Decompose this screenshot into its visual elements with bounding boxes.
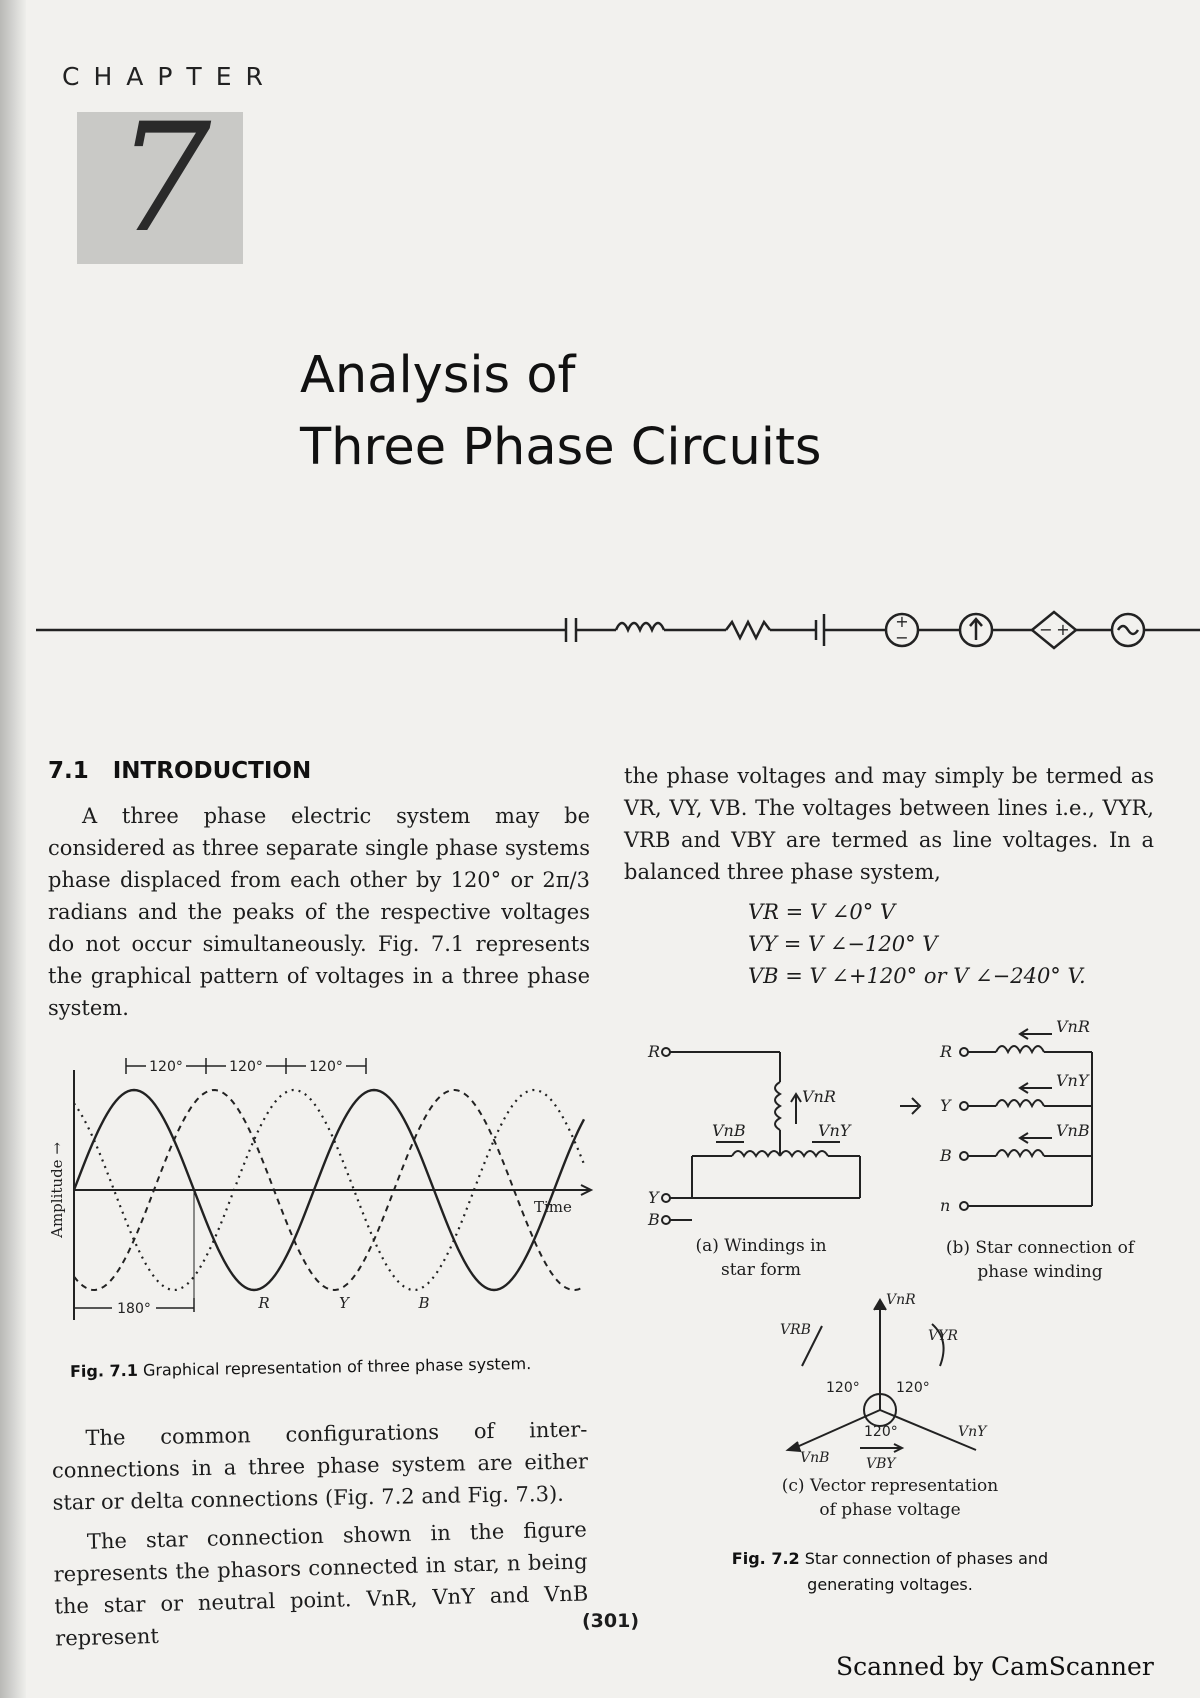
label-vnb-a: VnB bbox=[712, 1121, 746, 1140]
scanner-watermark: Scanned by CamScanner bbox=[836, 1652, 1154, 1681]
terminal-y-b: Y bbox=[940, 1096, 951, 1115]
dimension-label-120: 120° bbox=[309, 1059, 343, 1075]
label-vnr-b: VnR bbox=[1056, 1020, 1090, 1036]
label-vnb-b: VnB bbox=[1056, 1121, 1090, 1140]
vector-vrb: VRB bbox=[780, 1322, 811, 1338]
vector-vby: VBY bbox=[866, 1456, 896, 1470]
terminal-b-a: B bbox=[648, 1210, 660, 1229]
label-vny-b: VnY bbox=[1056, 1071, 1089, 1090]
phase-label: Y bbox=[339, 1294, 349, 1312]
fig-7-2-caption: Fig. 7.2 Star connection of phases and generating voltages. bbox=[731, 1549, 1049, 1594]
section-heading bbox=[48, 758, 311, 784]
right-paragraph-1: the phase voltages and may simply be termed as VR, VY, VB. The voltages between lines i.e., VYR, VRB and VBY are termed as line voltages. In a balanced three phase system, bbox=[624, 764, 1154, 884]
terminal-b-b: B bbox=[940, 1146, 952, 1165]
chapter-title-line2: Three Phase Circuits bbox=[300, 418, 822, 477]
circuit-divider bbox=[36, 600, 1200, 660]
terminal-n-b: n bbox=[940, 1196, 951, 1215]
left-paragraph-3: The star connection shown in the figure represents the phasors connected in star, n being the star or neutral point. VnR, VnY and VnB represent bbox=[53, 1517, 589, 1651]
equation-vb: VB = V ∠+120° or V ∠−240° V. bbox=[748, 964, 1086, 988]
winding-y-icon bbox=[732, 1151, 780, 1156]
label-vnr-a: VnR bbox=[802, 1087, 836, 1106]
implies-arrow-icon bbox=[900, 1098, 920, 1114]
phase-label: B bbox=[418, 1294, 430, 1312]
left-paragraph-2: The common configurations of inter-connections in a three phase system are either star or delta connections (Fig. 7.2 and Fig. 7.3). bbox=[51, 1417, 589, 1515]
fig-7-2b-caption: (b) Star connection of phase winding bbox=[945, 1238, 1135, 1282]
terminal-y-a: Y bbox=[648, 1188, 659, 1207]
winding-r-icon bbox=[775, 1082, 780, 1130]
phase-label: R bbox=[258, 1294, 270, 1312]
angle-2: 120° bbox=[896, 1380, 930, 1396]
fig-7-1-waveform bbox=[44, 1040, 604, 1340]
chapter-number: 7 bbox=[116, 92, 212, 266]
svg-text:−: − bbox=[1039, 620, 1053, 639]
chapter-label: CHAPTER bbox=[62, 62, 277, 91]
fig-7-2c-vector-diagram bbox=[760, 1290, 1000, 1470]
angle-3: 120° bbox=[864, 1424, 898, 1440]
section-title: INTRODUCTION bbox=[112, 758, 312, 784]
svg-text:+: + bbox=[895, 612, 909, 631]
angle-1: 120° bbox=[826, 1380, 860, 1396]
equation-vr: VR = V ∠0° V bbox=[748, 900, 896, 924]
chapter-title-line1: Analysis of bbox=[300, 346, 576, 405]
fig-7-2c-caption: (c) Vector representation of phase voltage bbox=[781, 1476, 999, 1520]
chapter-title bbox=[300, 340, 822, 484]
equation-vy: VY = V ∠−120° V bbox=[748, 932, 938, 956]
vector-vyr: VYR bbox=[928, 1328, 958, 1344]
dimension-label-120: 120° bbox=[229, 1059, 263, 1075]
y-axis-label: Amplitude → bbox=[48, 1142, 66, 1238]
resistor-icon bbox=[726, 622, 770, 638]
label-vny-a: VnY bbox=[818, 1121, 851, 1140]
winding-b-icon bbox=[780, 1151, 828, 1156]
dimension-label-120: 120° bbox=[149, 1059, 183, 1075]
equations bbox=[748, 896, 1086, 992]
fig-7-1-caption: Fig. 7.1 Graphical representation of three phase system. bbox=[69, 1353, 532, 1382]
vector-vnr: VnR bbox=[886, 1292, 916, 1308]
left-paragraph-1: A three phase electric system may be considered as three separate single phase systems phase displaced from each other by 120° or 2π/3 radians and the peaks of the respective voltages do not occur simultaneously. Fig. 7.1 represents the graphical pattern of voltages in a three phase system. bbox=[48, 804, 590, 1020]
inductor-icon bbox=[616, 623, 664, 630]
terminal-r-a: R bbox=[648, 1042, 661, 1061]
scan-edge-shadow bbox=[0, 0, 26, 1698]
vector-vnb: VnB bbox=[800, 1450, 830, 1466]
svg-text:−: − bbox=[895, 628, 909, 647]
section-number: 7.1 bbox=[48, 758, 89, 784]
terminal-r-b: R bbox=[940, 1042, 953, 1061]
svg-text:+: + bbox=[1056, 620, 1070, 639]
fig-7-2-circuits bbox=[640, 1020, 1160, 1240]
x-axis-label: Time bbox=[534, 1198, 572, 1216]
fig-7-2a-caption: (a) Windings in star form bbox=[695, 1236, 827, 1280]
page-number: (301) bbox=[582, 1610, 640, 1632]
vector-vny: VnY bbox=[958, 1424, 987, 1440]
dimension-label-180: 180° bbox=[117, 1301, 151, 1317]
